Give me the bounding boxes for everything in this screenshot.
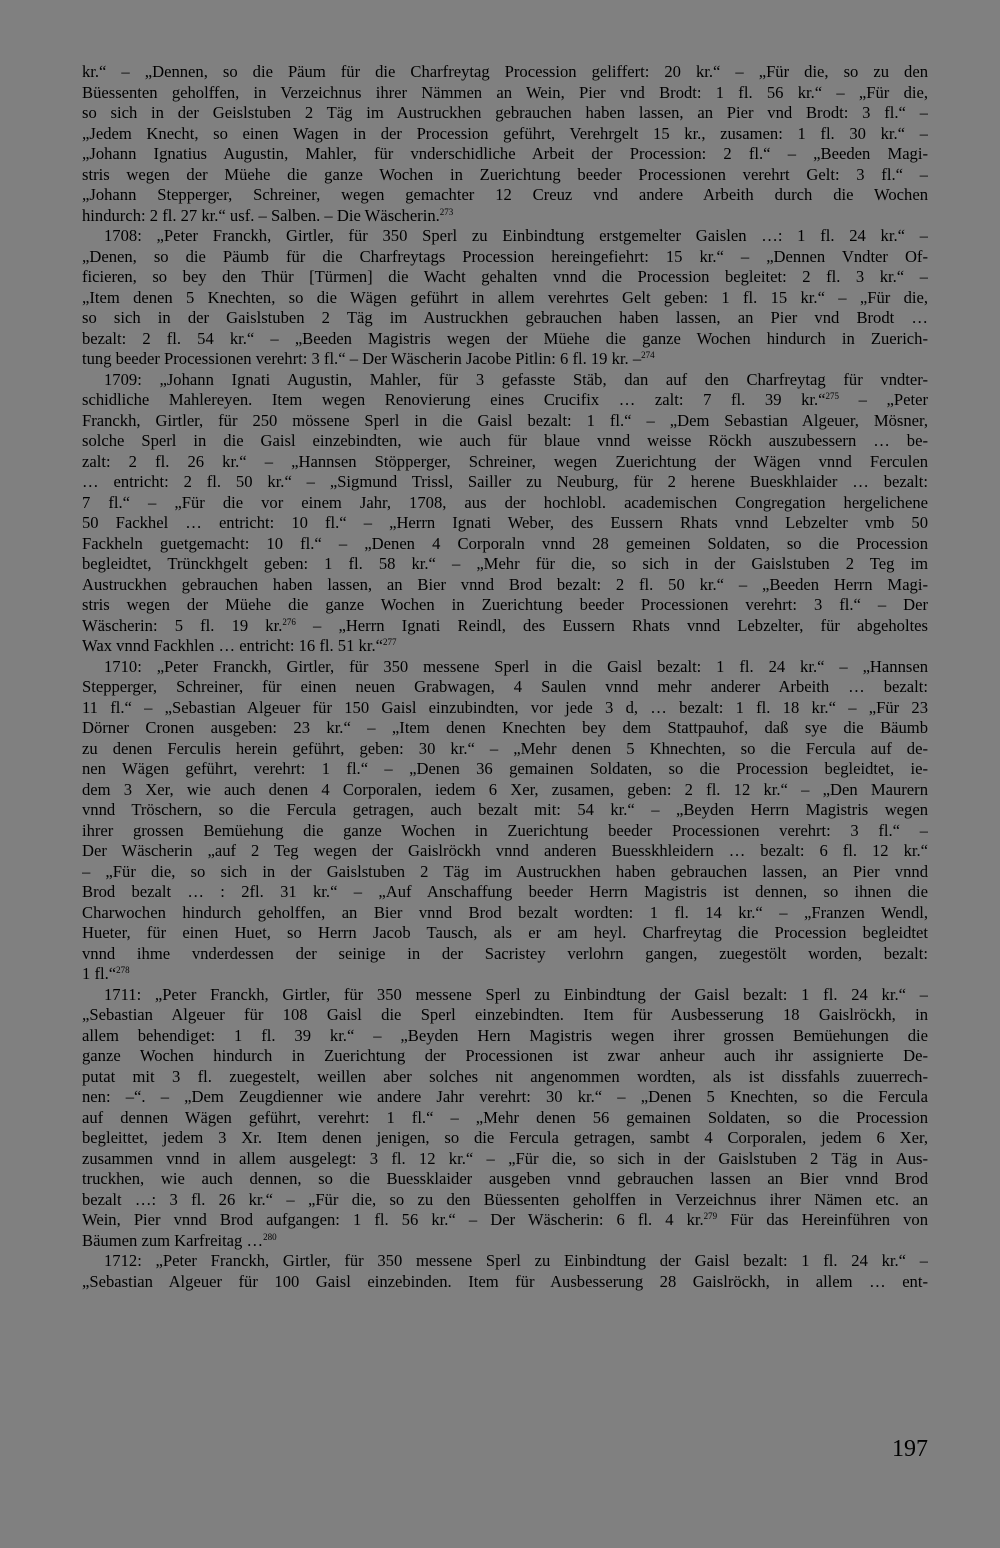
text-line	[82, 144, 928, 165]
line-text: nen Wägen geführt, verehrt: 1 fl.“ – „Denen 36 gemainen Soldaten, so die Procession begleidtet, ie-	[82, 759, 928, 778]
text-line	[82, 657, 928, 678]
line-text: truckhen, wie auch dennen, so die Buessklaider ausgeben vnnd gebrauchen lassen an Bier vnnd Brod	[82, 1169, 928, 1188]
line-text: „Johann Stepperger, Schreiner, wegen gemachter 12 Creuz vnd andere Arbeith durch die Wochen	[82, 185, 928, 204]
text-line	[82, 944, 928, 965]
text-line	[82, 349, 928, 370]
text-line	[82, 124, 928, 145]
line-text: Dörner Cronen ausgeben: 23 kr.“ – „Item denen Knechten bey dem Stattpauhof, daß sye die Bäumb	[82, 718, 928, 737]
text-line	[82, 206, 928, 227]
line-text: 1709: „Johann Ignati Augustin, Mahler, für 3 gefasste Stäb, dan auf den Charfreytag für vndter-	[104, 369, 928, 389]
line-text: zusammen vnnd in allem ausgelegt: 3 fl. 12 kr.“ – „Für die, so sich in der Gaislstuben 2 Täg in Aus-	[82, 1148, 928, 1168]
text-line	[82, 370, 928, 391]
footnote-marker: 276	[282, 616, 296, 627]
line-text-continued: Für das Hereinführen von	[717, 1210, 928, 1229]
text-line	[82, 841, 928, 862]
line-text: 7 fl.“ – „Für die vor einem Jahr, 1708, aus der hochlobl. academischen Congregation hergelichene	[82, 492, 928, 512]
line-text: kr.“ – „Dennen, so die Päum für die Charfreytag Procession geliffert: 20 kr.“ – „Für die, so zu den	[82, 62, 928, 81]
text-line	[82, 288, 928, 309]
text-line	[82, 554, 928, 575]
text-line	[82, 1087, 928, 1108]
text-line	[82, 1149, 928, 1170]
line-text: schidliche Mahlereyen. Item wegen Renovierung eines Crucifix … zalt: 7 fl. 39 kr.“	[82, 390, 826, 409]
line-text: vnnd ihme vnderdessen der seinige in der Sacristey verlohrn gangen, zuegestölt worden, bezalt:	[82, 943, 928, 963]
text-line	[82, 411, 928, 432]
line-text: stris wegen der Müehe die ganze Wochen in Zuerichtung beeder Processionen verehrt: 3 fl.“ – Der	[82, 595, 928, 614]
line-text: „Johann Ignatius Augustin, Mahler, für vnderschidliche Arbeit der Procession: 2 fl.“ – „Beeden Magi-	[82, 144, 928, 163]
text-line	[82, 821, 928, 842]
line-text: Wäscherin: 5 fl. 19 kr.	[82, 615, 283, 635]
line-text: 50 Fackhel … entricht: 10 fl.“ – „Herrn Ignati Weber, des Eussern Rhats vnnd Lebzelter vmb 50	[82, 513, 928, 532]
line-text: allem behendiget: 1 fl. 39 kr.“ – „Beyden Hern Magistris wegen ihrer grossen Bemüehungen die	[82, 1025, 928, 1045]
text-line	[82, 985, 928, 1006]
footnote-marker: 278	[116, 965, 130, 975]
text-line	[82, 472, 928, 493]
line-text: Fackheln guetgemacht: 10 fl.“ – „Denen 4 Corporaln vnnd 28 gemeinen Soldaten, so die Procession	[82, 533, 928, 553]
line-text-continued: – „Herrn Ignati Reindl, des Eussern Rhats vnnd Lebzelter, für abgeholtes	[295, 615, 928, 635]
line-text: „Sebastian Algeuer für 100 Gaisl einzebinden. Item für Ausbesserung 28 Gaislröckh, in allem … ent-	[82, 1271, 928, 1291]
line-text: „Item denen 5 Knechten, so die Wägen geführt in allem verehrtes Gelt geben: 1 fl. 15 kr.“ – „Für die,	[82, 287, 928, 307]
line-text-continued: – „Peter	[839, 390, 928, 409]
text-line	[82, 431, 928, 452]
text-line	[82, 1128, 928, 1149]
text-line	[82, 103, 928, 124]
line-text: Brod bezalt … : 2fl. 31 kr.“ – „Auf Anschaffung beeder Herrn Magistris ist dennen, so ihnen die	[82, 882, 928, 901]
text-line	[82, 1251, 928, 1272]
line-text: stris wegen der Müehe die ganze Wochen in Zuerichtung beeder Processionen verehrt Gelt: 3 fl.“ –	[82, 164, 928, 184]
footnote-marker: 280	[263, 1231, 277, 1242]
line-text: 1 fl.“	[82, 964, 117, 983]
line-text: bezalt: 2 fl. 54 kr.“ – „Beeden Magistris wegen der Müehe die ganze Wochen hindurch in Zuerich-	[82, 328, 928, 348]
text-line	[82, 226, 928, 247]
text-line	[82, 882, 928, 903]
text-line	[82, 1108, 928, 1129]
text-line	[82, 534, 928, 555]
text-line	[82, 595, 928, 616]
line-text: ganze Wochen hindurch in Zuerichtung der Processionen ist zwar anheur auch ihr assignierte De-	[82, 1046, 928, 1065]
line-text: nen: –“. – „Dem Zeugdienner wie andere Jahr verehrt: 30 kr.“ – „Denen 5 Knechten, so die Fercula	[82, 1087, 928, 1106]
footnote-marker: 277	[382, 637, 397, 647]
text-line	[82, 780, 928, 801]
text-line	[82, 923, 928, 944]
line-text: bezalt …: 3 fl. 26 kr.“ – „Für die, so zu den Büessenten geholffen in Verzeichnus ihrer Nämen etc. an	[82, 1189, 928, 1209]
text-line	[82, 493, 928, 514]
text-line	[82, 513, 928, 534]
text-line	[82, 390, 928, 411]
line-text: Bäumen zum Karfreitag …	[82, 1230, 264, 1250]
line-text: so sich in der Geislstuben 2 Täg im Austruckhen gebrauchen haben lassen, an Pier vnd Brodt: 3 fl.“ –	[82, 103, 928, 122]
text-line	[82, 1190, 928, 1211]
line-text: 1708: „Peter Franckh, Girtler, für 350 Sperl zu Einbindtung erstgemelter Gaislen …: 1 fl. 24 kr.“ –	[104, 226, 928, 245]
text-line	[82, 185, 928, 206]
text-line	[82, 616, 928, 637]
line-text: putat mit 3 fl. zuegestelt, weillen aber solches nit angenommen wordten, als ist dissfahls zuuerrech-	[82, 1066, 928, 1086]
text-line	[82, 165, 928, 186]
line-text: Charwochen hindurch geholffen, an Bier vnnd Brod bezalt wordten: 1 fl. 14 kr.“ – „Franzen Wendl,	[82, 902, 928, 922]
text-line	[82, 1210, 928, 1231]
line-text: 11 fl.“ – „Sebastian Algeuer für 150 Gaisl einzubindten, vor jede 3 d, … bezalt: 1 fl. 18 kr.“ – „Für 23	[82, 697, 928, 717]
text-line	[82, 800, 928, 821]
text-line	[82, 1046, 928, 1067]
line-text: 1712: „Peter Franckh, Girtler, für 350 messene Sperl zu Einbindtung der Gaisl bezalt: 1 fl. 24 kr.“ –	[104, 1251, 928, 1270]
page-number: 197	[892, 1436, 928, 1462]
text-line	[82, 329, 928, 350]
text-line	[82, 636, 928, 657]
text-line	[82, 575, 928, 596]
text-line	[82, 862, 928, 883]
text-line	[82, 452, 928, 473]
line-text: Der Wäscherin „auf 2 Teg wegen der Gaislröckh vnnd anderen Buesskhleidern … bezalt: 6 fl. 12 kr.“	[82, 841, 928, 860]
line-text: Austruckhen gebrauchen haben lassen, an Bier vnnd Brod bezalt: 2 fl. 50 kr.“ – „Beeden Herrn Magi-	[82, 574, 928, 594]
line-text: „Denen, so die Päumb für die Charfreytags Procession hereingefiehrt: 15 kr.“ – „Dennen Vndter Of-	[82, 246, 928, 266]
text-line	[82, 1272, 928, 1293]
line-text: auf dennen Wägen geführt, verehrt: 1 fl.“ – „Mehr denen 56 gemainen Soldaten, so die Procession	[82, 1107, 928, 1127]
line-text: begleittet, jedem 3 Xr. Item denen jenigen, so die Fercula getragen, sambt 4 Corporalen, jedem 6 Xer,	[82, 1128, 928, 1147]
line-text: Hueter, für einen Huet, so Herrn Jacob Tausch, als er am heyl. Charfreytag die Procession begleidtet	[82, 923, 928, 942]
line-text: „Sebastian Algeuer für 108 Gaisl die Sperl einzebindten. Item für Ausbesserung 18 Gaislröckh, in	[82, 1005, 928, 1024]
line-text: Franckh, Girtler, für 250 mössene Sperl in die Gaisl bezalt: 1 fl.“ – „Dem Sebastian Algeuer, Mösner,	[82, 410, 928, 430]
text-line	[82, 1169, 928, 1190]
line-text: vnnd Tröschern, so die Fercula getragen, auch bezalt mit: 54 kr.“ – „Beyden Herrn Magistris wegen	[82, 800, 928, 819]
text-line	[82, 739, 928, 760]
text-line	[82, 247, 928, 268]
footnote-marker: 273	[439, 206, 454, 217]
line-text: ihrer grossen Bemüehung die ganze Wochen in Zuerichtung beeder Processionen verehrt: 3 fl.“ –	[82, 820, 928, 840]
text-line	[82, 267, 928, 288]
line-text: tung beeder Processionen verehrt: 3 fl.“ – Der Wäscherin Jacobe Pitlin: 6 fl. 19 kr. –	[82, 349, 642, 368]
line-text: zu denen Ferculis herein geführt, geben: 30 kr.“ – „Mehr denen 5 Khnechten, so die Fercula auf de-	[82, 738, 928, 758]
line-text: 1710: „Peter Franckh, Girtler, für 350 messene Sperl in die Gaisl bezalt: 1 fl. 24 kr.“ – „Hannsen	[104, 656, 928, 676]
text-line	[82, 83, 928, 104]
line-text: Büessenten geholffen, in Verzeichnus ihrer Nämmen an Wein, Pier vnd Brodt: 1 fl. 56 kr.“ – „Für die,	[82, 82, 928, 102]
text-line	[82, 903, 928, 924]
text-line	[82, 1231, 928, 1252]
line-text: hindurch: 2 fl. 27 kr.“ usf. – Salben. – Die Wäscherin.	[82, 205, 440, 225]
text-line	[82, 62, 928, 83]
text-line	[82, 677, 928, 698]
line-text: begleidtet, Trünckhgelt geben: 1 fl. 58 kr.“ – „Mehr für die, so sich in der Gaislstuben 2 Teg im	[82, 554, 928, 573]
line-text: Stepperger, Schreiner, für einen neuen Grabwagen, 4 Saulen vnnd mehr anderer Arbeith … bezalt:	[82, 677, 928, 696]
text-line	[82, 759, 928, 780]
text-line	[82, 964, 928, 985]
line-text: … entricht: 2 fl. 50 kr.“ – „Sigmund Trissl, Sailler zu Neuburg, für 2 herene Bueskhlaider … bezalt:	[82, 472, 928, 491]
line-text: Wax vnnd Fackhlen … entricht: 16 fl. 51 kr.“	[82, 636, 383, 655]
line-text: – „Für die, so sich in der Gaislstuben 2 Täg im Austruckhen haben gebrauchen lassen, an Pier vnnd	[82, 861, 928, 881]
text-line	[82, 1026, 928, 1047]
line-text: Wein, Pier vnnd Brod aufgangen: 1 fl. 56 kr.“ – Der Wäscherin: 6 fl. 4 kr.	[82, 1210, 704, 1229]
footnote-marker: 279	[703, 1211, 718, 1221]
text-line	[82, 718, 928, 739]
text-line	[82, 1067, 928, 1088]
line-text: zalt: 2 fl. 26 kr.“ – „Hannsen Stöpperger, Schreiner, wegen Zuerichtung der Wägen vnnd Ferculen	[82, 451, 928, 471]
line-text: solche Sperl in die Gaisl einzebindten, wie auch für blaue vnnd weisse Röckh auszubessern … be-	[82, 431, 928, 450]
line-text: dem 3 Xer, wie auch denen 4 Corporalen, iedem 6 Xer, zusamen, geben: 2 fl. 12 kr.“ – „Den Maurern	[82, 779, 928, 799]
text-line	[82, 1005, 928, 1026]
footnote-marker: 275	[825, 391, 840, 401]
line-text: „Jedem Knecht, so einen Wagen in der Procession geführt, Verehrgelt 15 kr., zusamen: 1 fl. 30 kr.“ –	[82, 123, 928, 143]
text-line	[82, 698, 928, 719]
footnote-marker: 274	[641, 350, 655, 360]
text-line	[82, 308, 928, 329]
line-text: ficieren, so bey den Thür [Türmen] die Wacht gehalten vnnd die Procession begleitet: 2 fl. 3 kr.“ –	[82, 267, 928, 286]
body-text	[82, 62, 928, 1292]
line-text: so sich in der Gaislstuben 2 Täg im Austruckhen gebrauchen haben lassen, an Pier vnd Brodt …	[82, 308, 928, 327]
line-text: 1711: „Peter Franckh, Girtler, für 350 messene Sperl zu Einbindtung der Gaisl bezalt: 1 fl. 24 kr.“ –	[104, 984, 928, 1004]
